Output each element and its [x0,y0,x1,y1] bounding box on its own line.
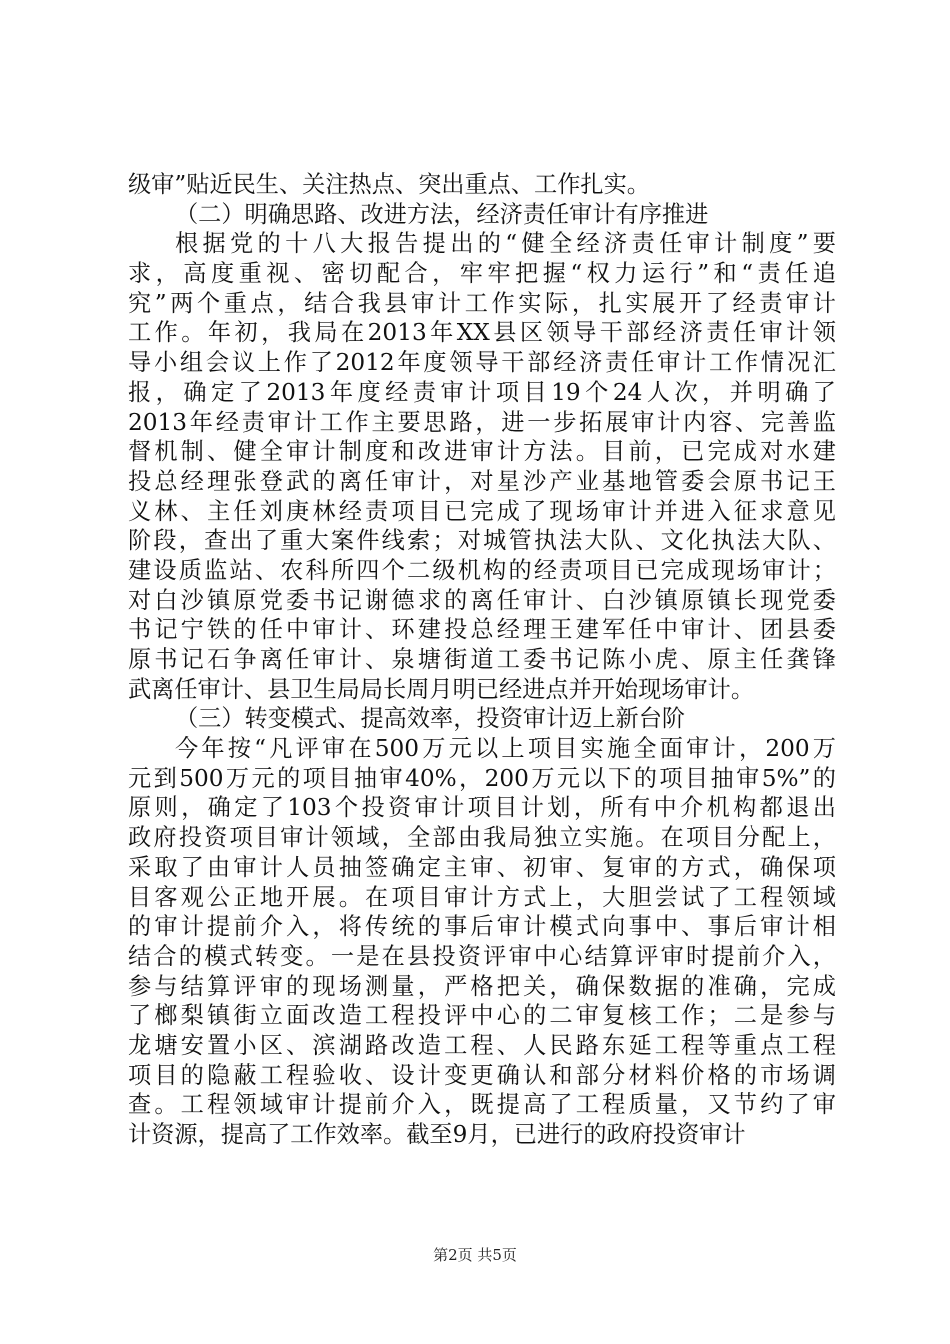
text-line: 义林、主任刘庚林经责项目已完成了现场审计并进入征求意见 [128,497,836,525]
page-footer: 第2页 共5页 [433,1246,517,1264]
section-heading [128,704,836,734]
paragraph [128,734,836,1150]
text-line: 查。工程领域审计提前介入，既提高了工程质量，又节约了审 [128,1091,836,1119]
text-line: 的审计提前介入，将传统的事后审计模式向事中、事后审计相 [128,913,836,941]
document-body [128,170,836,1150]
text-line: 工作。年初，我局在2013年XX县区领导干部经济责任审计领 [128,319,836,347]
paragraph [128,229,836,704]
text-line: 元到500万元的项目抽审40%，200万元以下的项目抽审5%”的 [128,764,836,792]
text-line: 原书记石争离任审计、泉塘街道工委书记陈小虎、原主任龚锋 [128,646,836,673]
text-line: 书记宁铁的任中审计、环建投总经理王建军任中审计、团县委 [128,616,836,644]
text-line: 导小组会议上作了2012年度领导干部经济责任审计工作情况汇 [128,349,836,377]
text-line: 结合的模式转变。一是在县投资评审中心结算评审时提前介入， [128,942,836,970]
text-line: （二）明确思路、改进方法，经济责任审计有序推进 [175,200,709,228]
text-line: 参与结算评审的现场测量，严格把关，确保数据的准确，完成 [128,972,836,1000]
section-heading [128,200,836,230]
text-line: 今年按“凡评审在500万元以上项目实施全面审计，200万 [175,735,836,763]
text-line: 原则，确定了103个投资审计项目计划，所有中介机构都退出 [128,794,836,822]
text-line: 究”两个重点，结合我县审计工作实际，扎实展开了经责审计 [128,289,836,317]
text-line: 督机制、健全审计制度和改进审计方法。目前，已完成对水建 [128,438,836,466]
text-line: （三）转变模式、提高效率，投资审计迈上新台阶 [175,705,686,733]
text-line: 目客观公正地开展。在项目审计方式上，大胆尝试了工程领域 [128,883,836,911]
text-line: 对白沙镇原党委书记谢德求的离任审计、白沙镇原镇长现党委 [128,586,836,614]
text-line: 报，确定了2013年度经责审计项目19个24人次，并明确了 [128,378,836,406]
text-line: 投总经理张登武的离任审计，对星沙产业基地管委会原书记王 [128,467,836,495]
text-line: 龙塘安置小区、滨湖路改造工程、人民路东延工程等重点工程 [128,1031,836,1059]
text-line: 级审”贴近民生、关注热点、突出重点、工作扎实。 [128,171,650,198]
text-line: 了榔梨镇街立面改造工程投评中心的二审复核工作；二是参与 [128,1002,836,1030]
text-line: 武离任审计、县卫生局局长周月明已经进点并开始现场审计。 [128,675,755,703]
text-line: 计资源，提高了工作效率。截至9月，已进行的政府投资审计 [128,1121,746,1148]
text-line: 项目的隐蔽工程验收、设计变更确认和部分材料价格的市场调 [128,1061,836,1089]
text-line: 求，高度重视、密切配合，牢牢把握“权力运行”和“责任追 [128,260,836,288]
text-line: 政府投资项目审计领域，全部由我局独立实施。在项目分配上， [128,824,836,852]
text-line: 采取了由审计人员抽签确定主审、初审、复审的方式，确保项 [128,853,836,881]
text-line: 2013年经责审计工作主要思路，进一步拓展审计内容、完善监 [128,408,836,436]
paragraph [128,170,836,200]
text-line: 建设质监站、农科所四个二级机构的经责项目已完成现场审计； [128,556,836,584]
text-line: 根据党的十八大报告提出的“健全经济责任审计制度”要 [175,230,836,258]
text-line: 阶段，查出了重大案件线索；对城管执法大队、文化执法大队、 [128,527,836,555]
